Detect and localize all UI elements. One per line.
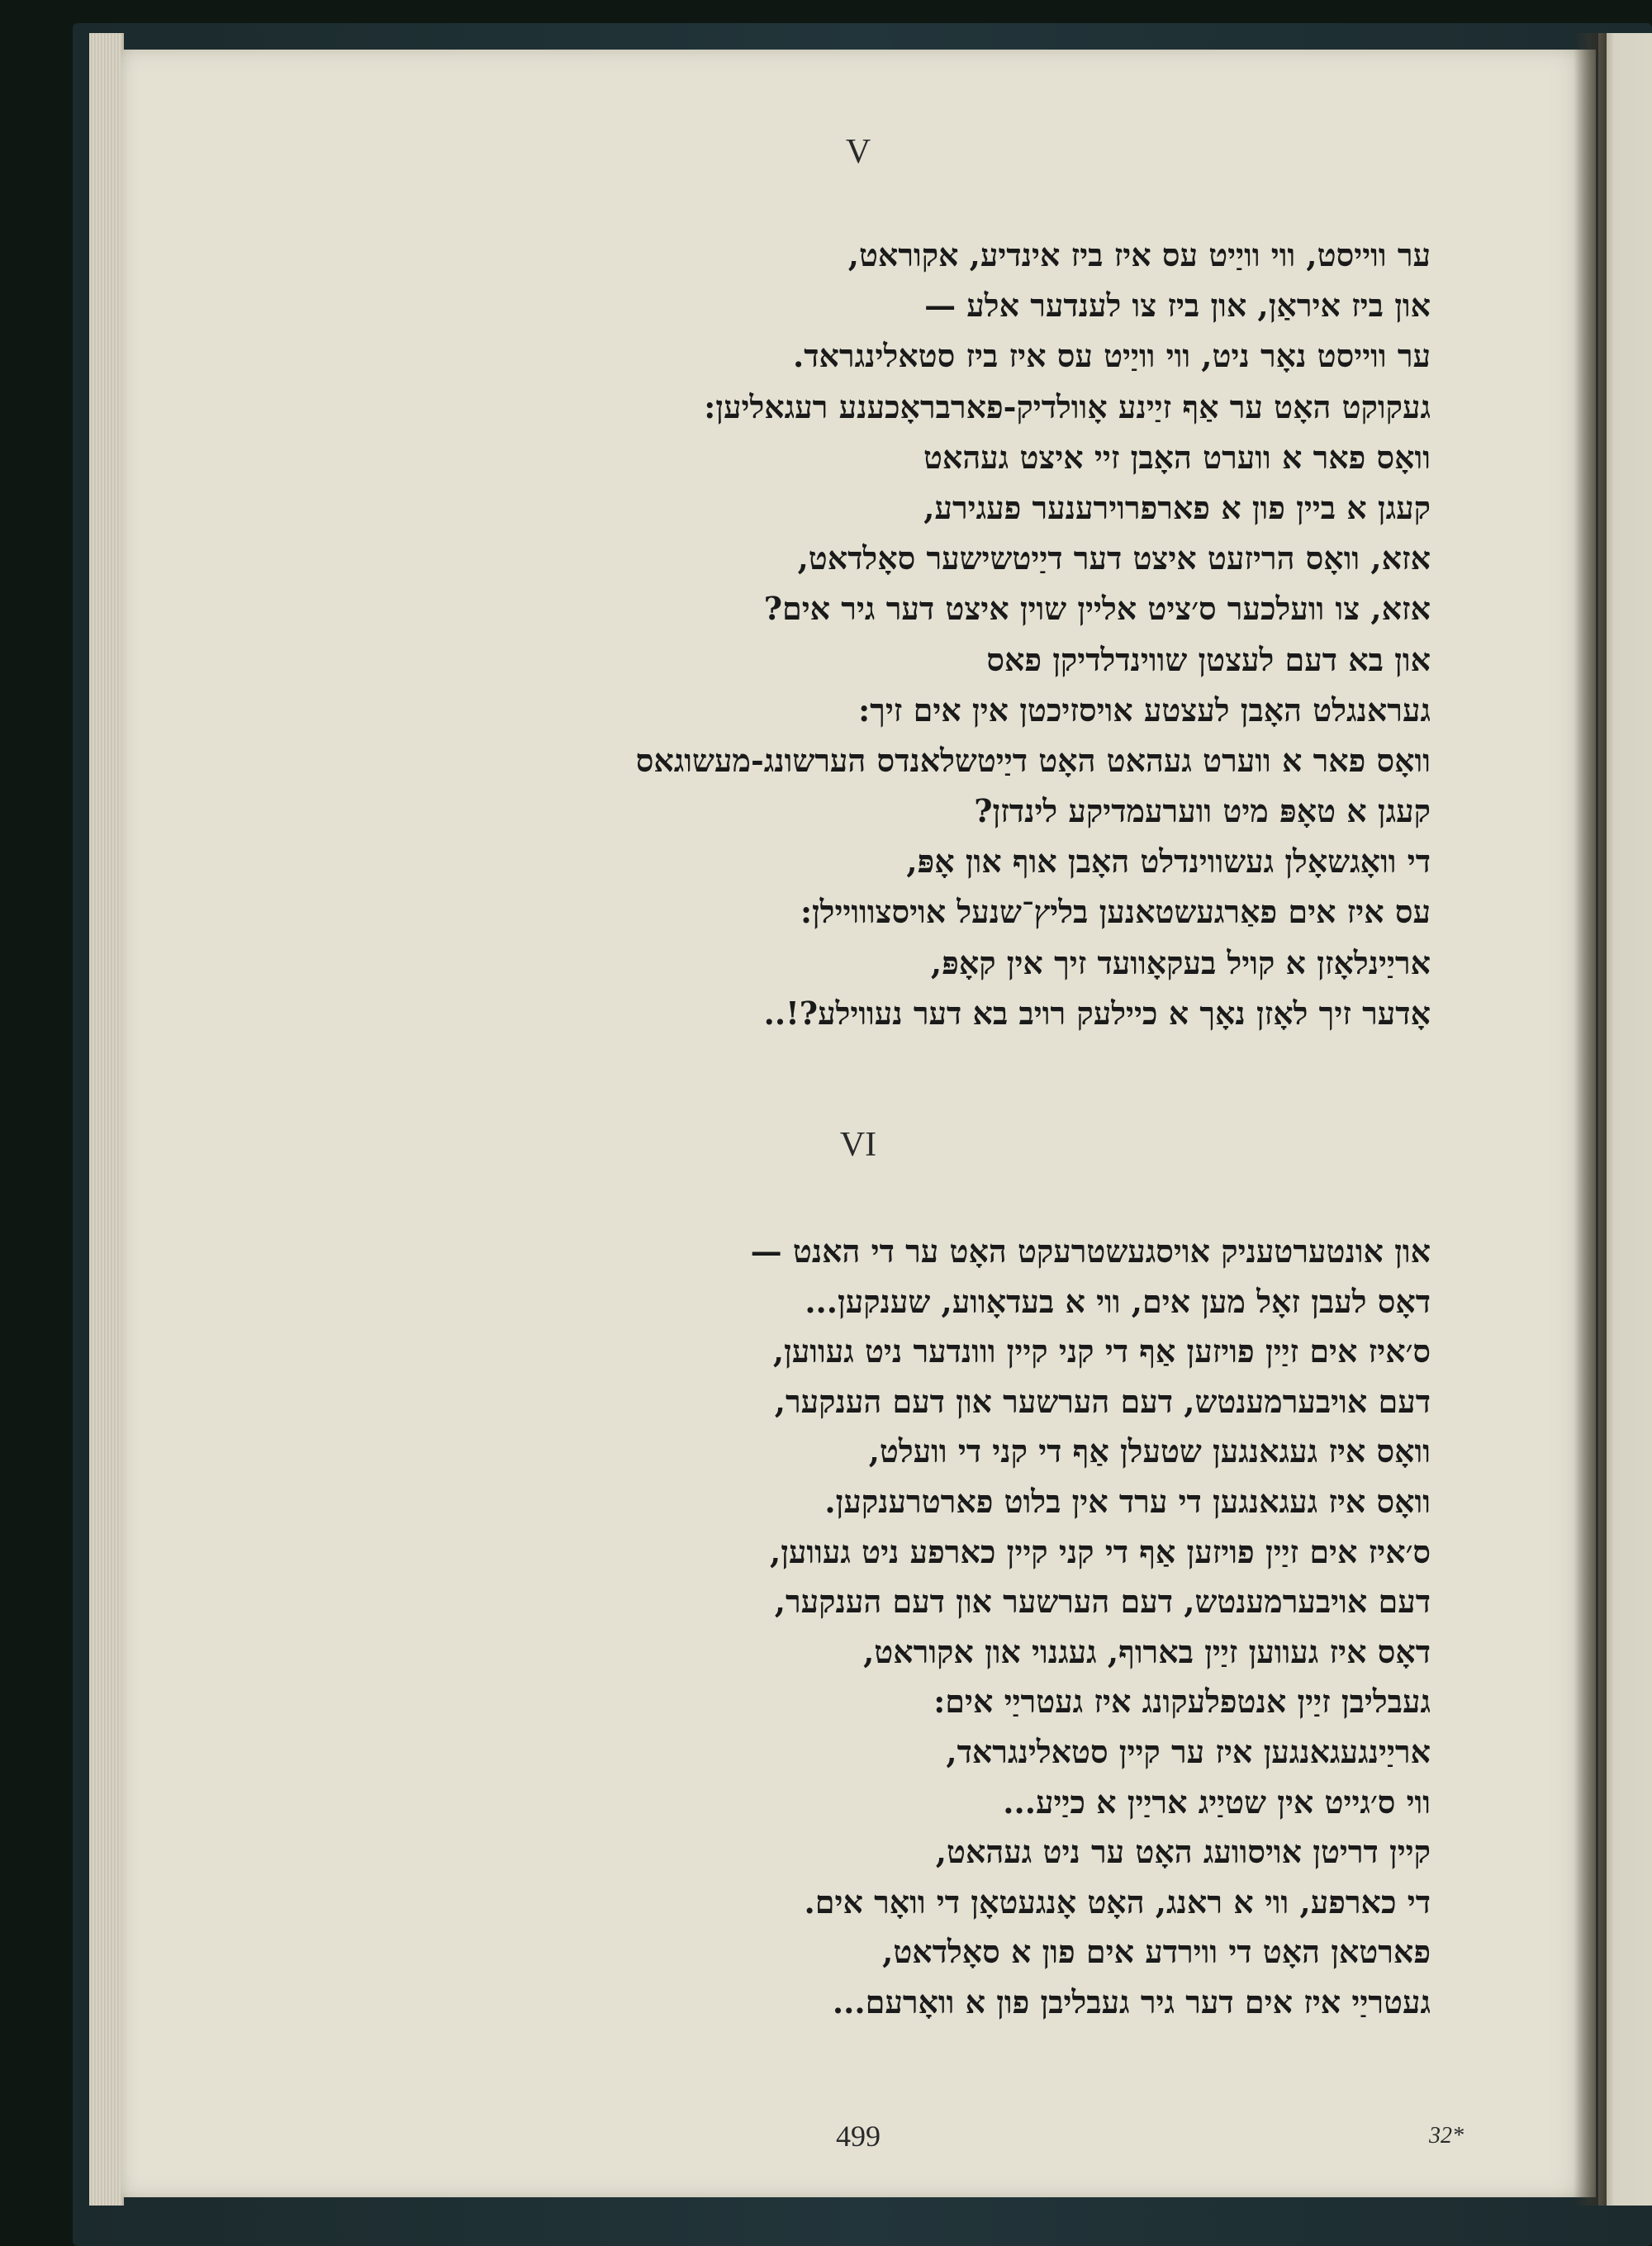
book-page xyxy=(121,50,1596,2197)
verse-line: דאָס לעבן זאָל מען אים, ווי א בעדאָווע, שענקען... xyxy=(805,1282,1431,1320)
verse-line: ער ווייסט, ווי וויַיט עס איז ביז אינדיע, אקוראט, xyxy=(847,236,1431,273)
verse-line: און ביז איראַן, און ביז צו לענדער אלע — xyxy=(924,287,1431,325)
verse-line: דאָס איז געווען זיַין בארוף, געגנוי און אקוראט, xyxy=(863,1632,1431,1670)
verse-line: דעם אויבערמענטש, דעם הערשער און דעם הענקער, xyxy=(774,1583,1431,1621)
verse-line: וואָס פאר א ווערט געהאט האָט דיַיטשלאנדס הערשונג-מעשוגאס xyxy=(635,741,1431,779)
verse-line: דעם אויבערמענטש, דעם הערשער און דעם הענקער, xyxy=(774,1382,1431,1420)
verse-line: אזא, צו וועלכער ס׳ציט אליין שוין איצט דער גיר אים? xyxy=(763,590,1431,628)
signature-mark: 32* xyxy=(1429,2123,1464,2149)
verse-line: געראנגלט האָבן לעצטע אויסזיכטן אין אים זיך: xyxy=(858,691,1431,729)
page-number: 499 xyxy=(836,2120,881,2153)
verse-line: ער ווייסט נאָר ניט, ווי וויַיט עס איז ביז סטאלינגראד. xyxy=(793,337,1431,375)
verse-line: אריַינלאָזן א קויל בעקאָוועד זיך אין קאָפּ, xyxy=(930,943,1431,981)
verse-line: ווי ס׳גייט אין שטיַיג אריַין א כיַיע... xyxy=(1003,1783,1431,1821)
page-edges xyxy=(89,33,124,2206)
verse-line: געטריַי איז אים דער גיר געבליבן פון א וואָרעם... xyxy=(832,1982,1431,2020)
verse-line: געבליבן זיַין אנטפלעקונג איז געטריַי אים: xyxy=(933,1683,1431,1721)
book-gutter-shadow xyxy=(1574,33,1607,2206)
verse-line: קעגן א ביין פון א פארפרוירענער פעגירע, xyxy=(923,488,1431,526)
verse-line: וואָס איז געגאנגען שטעלן אַף די קני די וועלט, xyxy=(868,1432,1431,1470)
verse-line: ס׳איז אים זיַין פויזען אַף די קני קיין ווונדער ניט געווען, xyxy=(772,1332,1431,1370)
verse-line: און בא דעם לעצטן שווינדלדיקן פאס xyxy=(986,640,1431,678)
verse-line: געקוקט האָט ער אַף זיַינע אָוולדיק-פארבראָכענע רעגאליען: xyxy=(704,387,1431,425)
verse-line: וואָס איז געגאנגען די ערד אין בלוט פארטרענקען. xyxy=(824,1482,1431,1520)
verse-line: ס׳איז אים זיַין פויזען אַף די קני קיין כארפע ניט געווען, xyxy=(769,1532,1431,1570)
verse-line: וואָס פאר א ווערט האָבן זיי איצט געהאט xyxy=(923,438,1431,476)
verse-line: פארטאן האָט די ווירדע אים פון א סאָלדאט, xyxy=(882,1933,1431,1971)
section-heading-v: V xyxy=(845,133,871,171)
verse-line: די כארפע, ווי א ראנג, האָט אָנגעטאָן די וואָר אים. xyxy=(804,1883,1431,1921)
verse-line: און אונטערטעניק אויסגעשטרעקט האָט ער די האנט — xyxy=(750,1232,1431,1270)
stanza-1 xyxy=(439,230,1431,1038)
verse-line: קעגן א טאָפּ מיט ווערעמדיקע לינדזן? xyxy=(974,792,1431,830)
verse-line: קיין דריטן אויסוועג האָט ער ניט געהאט, xyxy=(935,1833,1431,1871)
stanza-2 xyxy=(439,1227,1431,2028)
verse-line: אָדער זיך לאָזן נאָך א כיילעק רויב בא דער נעווילע?!.. xyxy=(763,994,1431,1032)
verse-line: עס איז אים פאַרגעשטאנען בליץ־שנעל אויסצווויילן: xyxy=(800,893,1431,931)
verse-line: די וואָגשאָלן געשווינדלט האָבן אוף און אָפּ, xyxy=(906,843,1431,881)
section-heading-vi: VI xyxy=(839,1126,877,1164)
verse-line: אזא, וואָס הריזעט איצט דער דיַיטשישער סאָלדאט, xyxy=(797,539,1431,577)
verse-line: אריַינגעגאנגען איז ער קיין סטאלינגראד, xyxy=(946,1732,1431,1770)
